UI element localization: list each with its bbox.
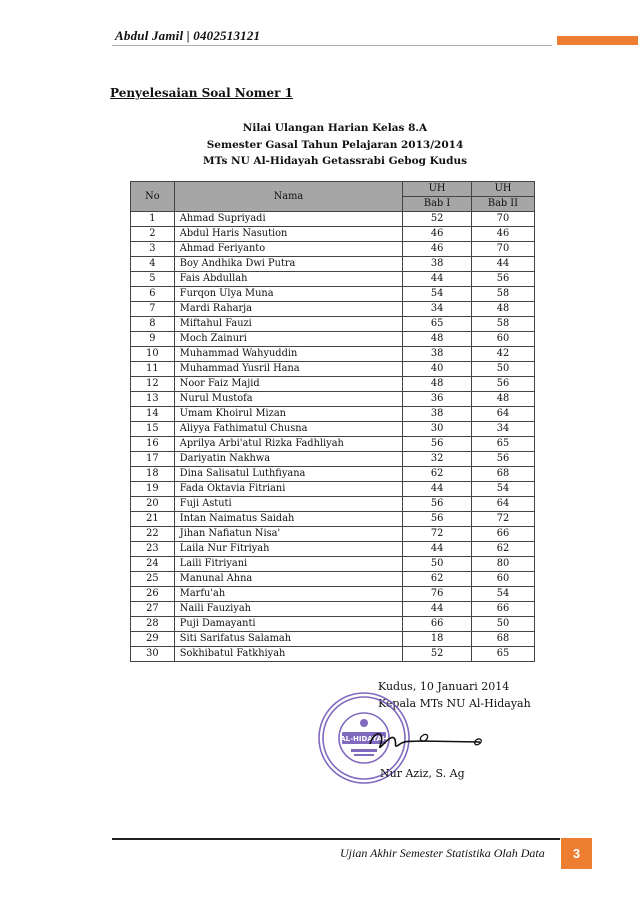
cell-uh2: 56	[471, 272, 534, 287]
cell-uh2: 70	[471, 212, 534, 227]
table-row	[131, 392, 535, 407]
cell-no: 2	[131, 227, 175, 242]
cell-uh1: 52	[403, 647, 472, 662]
cell-uh2: 48	[471, 392, 534, 407]
signature-place-date: Kudus, 10 Januari 2014	[378, 680, 510, 693]
table-row	[131, 482, 535, 497]
table-row	[131, 302, 535, 317]
grades-table	[130, 181, 535, 662]
cell-name: Moch Zainuri	[174, 332, 402, 347]
footer-rule	[112, 838, 560, 840]
header-rule	[112, 45, 552, 46]
table-row	[131, 407, 535, 422]
cell-name: Fais Abdullah	[174, 272, 402, 287]
header-accent-bar	[557, 36, 638, 45]
cell-no: 9	[131, 332, 175, 347]
table-row	[131, 572, 535, 587]
cell-uh2: 54	[471, 482, 534, 497]
cell-uh2: 65	[471, 437, 534, 452]
cell-uh2: 68	[471, 632, 534, 647]
cell-uh2: 66	[471, 527, 534, 542]
cell-uh1: 18	[403, 632, 472, 647]
cell-uh1: 65	[403, 317, 472, 332]
cell-name: Laila Nur Fitriyah	[174, 542, 402, 557]
cell-uh1: 50	[403, 557, 472, 572]
cell-no: 13	[131, 392, 175, 407]
cell-no: 10	[131, 347, 175, 362]
cell-uh2: 48	[471, 302, 534, 317]
cell-uh1: 76	[403, 587, 472, 602]
table-row	[131, 317, 535, 332]
cell-name: Aprilya Arbi'atul Rizka Fadhliyah	[174, 437, 402, 452]
table-row	[131, 437, 535, 452]
cell-uh1: 30	[403, 422, 472, 437]
cell-no: 14	[131, 407, 175, 422]
cell-name: Boy Andhika Dwi Putra	[174, 257, 402, 272]
cell-name: Sokhibatul Fatkhiyah	[174, 647, 402, 662]
cell-uh1: 48	[403, 377, 472, 392]
cell-name: Muhammad Yusril Hana	[174, 362, 402, 377]
cell-uh2: 66	[471, 602, 534, 617]
cell-no: 7	[131, 302, 175, 317]
table-row	[131, 287, 535, 302]
cell-uh1: 52	[403, 212, 472, 227]
cell-uh1: 38	[403, 257, 472, 272]
table-row	[131, 467, 535, 482]
cell-uh1: 44	[403, 602, 472, 617]
cell-name: Aliyya Fathimatul Chusna	[174, 422, 402, 437]
cell-name: Furqon Ulya Muna	[174, 287, 402, 302]
cell-uh2: 62	[471, 542, 534, 557]
cell-name: Jihan Nafiatun Nisa'	[174, 527, 402, 542]
signature-role: Kepala MTs NU Al-Hidayah	[378, 697, 531, 710]
title-line-3: MTs NU Al-Hidayah Getassrabi Gebog Kudus	[202, 155, 468, 167]
cell-uh1: 36	[403, 392, 472, 407]
cell-name: Dina Salisatul Luthfiyana	[174, 467, 402, 482]
cell-uh2: 58	[471, 317, 534, 332]
cell-uh2: 56	[471, 377, 534, 392]
cell-name: Marfu'ah	[174, 587, 402, 602]
header-uh2-bottom: Bab II	[471, 197, 534, 212]
cell-uh1: 44	[403, 482, 472, 497]
cell-uh1: 32	[403, 452, 472, 467]
table-row	[131, 647, 535, 662]
cell-uh1: 54	[403, 287, 472, 302]
cell-no: 11	[131, 362, 175, 377]
cell-no: 15	[131, 422, 175, 437]
cell-uh1: 46	[403, 242, 472, 257]
header-name: Nama	[174, 182, 402, 212]
table-row	[131, 542, 535, 557]
cell-uh2: 80	[471, 557, 534, 572]
table-row	[131, 257, 535, 272]
table-row	[131, 632, 535, 647]
cell-uh1: 56	[403, 437, 472, 452]
table-row	[131, 422, 535, 437]
cell-uh2: 58	[471, 287, 534, 302]
cell-name: Ahmad Supriyadi	[174, 212, 402, 227]
header-no: No	[131, 182, 175, 212]
svg-text:AL-HIDAYAH: AL-HIDAYAH	[340, 735, 388, 743]
cell-uh1: 38	[403, 347, 472, 362]
cell-no: 5	[131, 272, 175, 287]
cell-uh2: 34	[471, 422, 534, 437]
cell-no: 30	[131, 647, 175, 662]
cell-name: Fuji Astuti	[174, 497, 402, 512]
cell-uh1: 40	[403, 362, 472, 377]
cell-no: 25	[131, 572, 175, 587]
section-title: Penyelesaian Soal Nomer 1	[110, 86, 293, 100]
cell-no: 8	[131, 317, 175, 332]
header-uh2-top: UH	[471, 182, 534, 197]
cell-name: Miftahul Fauzi	[174, 317, 402, 332]
table-titles	[100, 120, 570, 170]
cell-no: 28	[131, 617, 175, 632]
cell-uh2: 70	[471, 242, 534, 257]
header-uh1-bottom: Bab I	[403, 197, 472, 212]
cell-uh2: 44	[471, 257, 534, 272]
cell-name: Fada Oktavia Fitriani	[174, 482, 402, 497]
table-row	[131, 557, 535, 572]
page-number: 3	[561, 838, 592, 869]
cell-no: 16	[131, 437, 175, 452]
cell-uh2: 72	[471, 512, 534, 527]
title-line-1: Nilai Ulangan Harian Kelas 8.A	[242, 122, 428, 134]
title-line-2: Semester Gasal Tahun Pelajaran 2013/2014	[206, 138, 464, 151]
signature-scribble	[360, 724, 490, 758]
cell-uh2: 54	[471, 587, 534, 602]
cell-name: Noor Faiz Majid	[174, 377, 402, 392]
signature-name: Nur Aziz, S. Ag	[380, 767, 465, 780]
cell-name: Abdul Haris Nasution	[174, 227, 402, 242]
cell-uh1: 46	[403, 227, 472, 242]
cell-no: 27	[131, 602, 175, 617]
cell-name: Umam Khoirul Mizan	[174, 407, 402, 422]
cell-name: Naili Fauziyah	[174, 602, 402, 617]
cell-no: 18	[131, 467, 175, 482]
cell-name: Ahmad Feriyanto	[174, 242, 402, 257]
footer-title: Ujian Akhir Semester Statistika Olah Data	[340, 846, 545, 860]
table-row	[131, 242, 535, 257]
cell-uh1: 44	[403, 542, 472, 557]
cell-uh2: 68	[471, 467, 534, 482]
table-row	[131, 587, 535, 602]
cell-no: 19	[131, 482, 175, 497]
table-row	[131, 512, 535, 527]
cell-no: 20	[131, 497, 175, 512]
cell-uh1: 72	[403, 527, 472, 542]
cell-uh2: 42	[471, 347, 534, 362]
cell-name: Dariyatin Nakhwa	[174, 452, 402, 467]
cell-no: 3	[131, 242, 175, 257]
cell-name: Laili Fitriyani	[174, 557, 402, 572]
cell-uh2: 56	[471, 452, 534, 467]
table-row	[131, 347, 535, 362]
table-header-row	[131, 182, 535, 197]
cell-no: 23	[131, 542, 175, 557]
table-row	[131, 377, 535, 392]
cell-uh1: 62	[403, 572, 472, 587]
cell-no: 21	[131, 512, 175, 527]
cell-name: Mardi Raharja	[174, 302, 402, 317]
table-row	[131, 452, 535, 467]
cell-uh1: 34	[403, 302, 472, 317]
cell-uh1: 56	[403, 512, 472, 527]
table-row	[131, 602, 535, 617]
cell-name: Manunal Ahna	[174, 572, 402, 587]
header-author: Abdul Jamil | 0402513121	[115, 28, 261, 43]
cell-uh1: 56	[403, 497, 472, 512]
cell-uh2: 46	[471, 227, 534, 242]
cell-no: 22	[131, 527, 175, 542]
table-row	[131, 527, 535, 542]
cell-no: 17	[131, 452, 175, 467]
cell-uh2: 60	[471, 572, 534, 587]
table-row	[131, 212, 535, 227]
cell-uh1: 44	[403, 272, 472, 287]
cell-no: 4	[131, 257, 175, 272]
cell-no: 24	[131, 557, 175, 572]
cell-uh1: 38	[403, 407, 472, 422]
table-row	[131, 497, 535, 512]
table-row	[131, 332, 535, 347]
cell-no: 12	[131, 377, 175, 392]
cell-name: Siti Sarifatus Salamah	[174, 632, 402, 647]
table-row	[131, 362, 535, 377]
cell-no: 1	[131, 212, 175, 227]
cell-uh1: 48	[403, 332, 472, 347]
cell-uh1: 66	[403, 617, 472, 632]
table-row	[131, 227, 535, 242]
cell-no: 29	[131, 632, 175, 647]
cell-uh2: 50	[471, 617, 534, 632]
cell-name: Intan Naimatus Saidah	[174, 512, 402, 527]
table-row	[131, 617, 535, 632]
cell-uh2: 60	[471, 332, 534, 347]
cell-no: 6	[131, 287, 175, 302]
cell-name: Puji Damayanti	[174, 617, 402, 632]
cell-uh2: 50	[471, 362, 534, 377]
cell-uh2: 64	[471, 497, 534, 512]
header-uh1-top: UH	[403, 182, 472, 197]
cell-uh2: 65	[471, 647, 534, 662]
cell-name: Nurul Mustofa	[174, 392, 402, 407]
cell-uh1: 62	[403, 467, 472, 482]
cell-uh2: 64	[471, 407, 534, 422]
cell-no: 26	[131, 587, 175, 602]
table-row	[131, 272, 535, 287]
cell-name: Muhammad Wahyuddin	[174, 347, 402, 362]
